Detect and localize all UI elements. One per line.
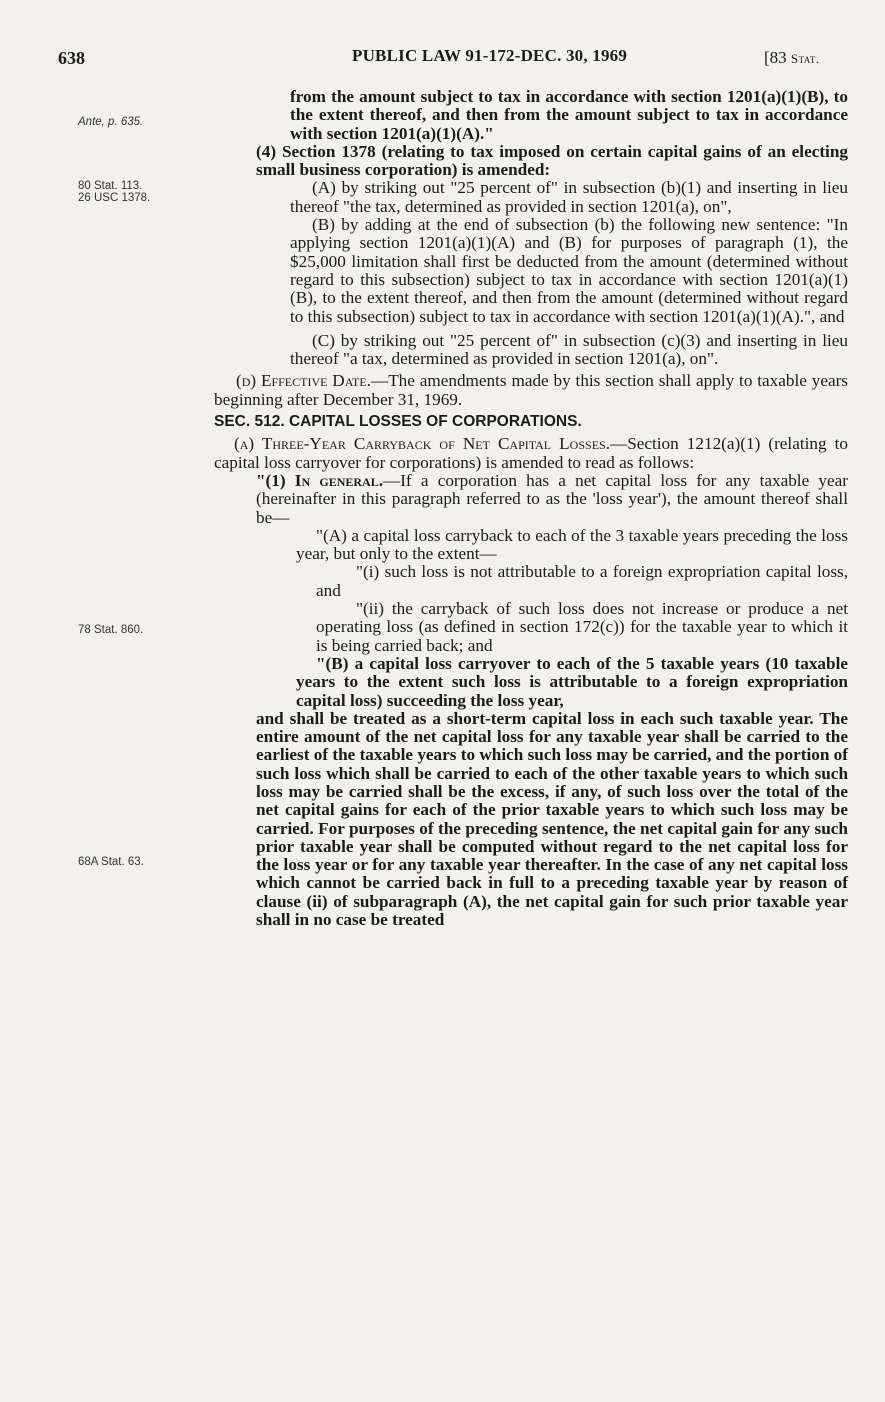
effective-date-label: (d) Effective Date.: [236, 371, 371, 391]
paragraph-continuation: from the amount subject to tax in accordance with section 1201(a)(1)(B), to the extent thereof, and then from the amount subject to tax in accordance with section 1201(a)(1)(A).": [290, 87, 848, 143]
page-number: 638: [58, 48, 85, 68]
margin-note-26-usc: 26 USC 1378.: [78, 192, 151, 204]
margin-note-80-stat: 80 Stat. 113.: [78, 180, 143, 192]
clause-i: "(i) such loss is not attributable to a foreign expropriation capital loss, and: [316, 562, 848, 600]
paragraph-4: (4) Section 1378 (relating to tax imposed on certain capital gains of an electing small business corporation) is amended:: [256, 141, 848, 180]
paragraph-d: [214, 372, 848, 409]
section-heading: SEC. 512. CAPITAL LOSSES OF CORPORATIONS.: [214, 413, 582, 431]
paragraph-4b: (B) by adding at the end of subsection (b) the following new sentence: "In applying section 1201(a)(1)(A) and (B) for purposes of paragraph (1), the $25,000 limitation shall first be deducted from the amount (determined without regard to this subsection) subject to tax in accordance with section 1201(a)(1)(B), to the extent thereof, and then from the amount (determined without regard to this subsection) subject to tax in accordance with section 1201(a)(1)(A).", and: [290, 215, 848, 326]
paragraph-4a: (A) by striking out "25 percent of" in subsection (b)(1) and inserting in lieu thereof "the tax, determined as provided in section 1201(a), on",: [290, 178, 848, 216]
carryback-label: (a) Three-Year Carryback of Net Capital Losses.: [234, 434, 610, 454]
paragraph-in-general: [214, 472, 848, 527]
document-body: [214, 88, 848, 929]
statute-volume: [83: [764, 48, 787, 67]
margin-note-ante: Ante, p. 635.: [78, 116, 144, 128]
carryback-text: —Section 1212(a)(1) (relating to capital loss carryover for corporations) is amended to read as follows:: [214, 434, 848, 472]
paragraph-a: [214, 435, 848, 472]
paragraph-closing: and shall be treated as a short-term capital loss in each such taxable year. The entire amount of the net capital loss for any taxable year shall be carried to the earliest of the taxable years to which such loss may be carried, and the portion of such loss which shall be carried to each of the other taxable years to which such loss may be carried shall be the excess, if any, of such loss over the total of the net capital gains for each of the prior taxable years to which such loss may be carried. For purposes of the preceding sentence, the net capital gain for any such prior taxable year shall be computed without regard to the net capital loss for the loss year or for any taxable year thereafter. In the case of any net capital loss which cannot be carried back in full to a preceding taxable year by reason of clause (ii) of subparagraph (A), the net capital gain for such prior taxable year shall in no case be treated: [256, 708, 848, 930]
in-general-text: —If a corporation has a net capital loss for any taxable year (hereinafter in this paragraph referred to as the 'loss year'), the amount thereof shall be—: [256, 470, 848, 527]
effective-date-text: —The amendments made by this section shall apply to taxable years beginning after December 31, 1969.: [214, 371, 848, 409]
page-header: [0, 44, 885, 72]
subparagraph-a: "(A) a capital loss carryback to each of the 3 taxable years preceding the loss year, but only to the extent—: [296, 525, 848, 564]
paragraph-4c: (C) by striking out "25 percent of" in subsection (c)(3) and inserting in lieu thereof "a tax, determined as provided in section 1201(a), on".: [290, 330, 848, 369]
statute-word: Stat.: [790, 51, 820, 66]
margin-note-68a-stat: 68A Stat. 63.: [78, 856, 144, 868]
running-head: PUBLIC LAW 91-172-DEC. 30, 1969: [352, 46, 628, 65]
statute-reference: [764, 48, 820, 68]
clause-ii: "(ii) the carryback of such loss does not increase or produce a net operating loss (as defined in section 172(c)) for the taxable year to which it is being carried back; and: [316, 599, 848, 655]
subparagraph-b: "(B) a capital loss carryover to each of the 5 taxable years (10 taxable years to the extent such loss is attributable to a foreign expropriation capital loss) succeeding the loss year,: [296, 653, 848, 710]
in-general-label: "(1) In general.: [256, 470, 384, 490]
margin-note-78-stat: 78 Stat. 860.: [78, 624, 144, 636]
